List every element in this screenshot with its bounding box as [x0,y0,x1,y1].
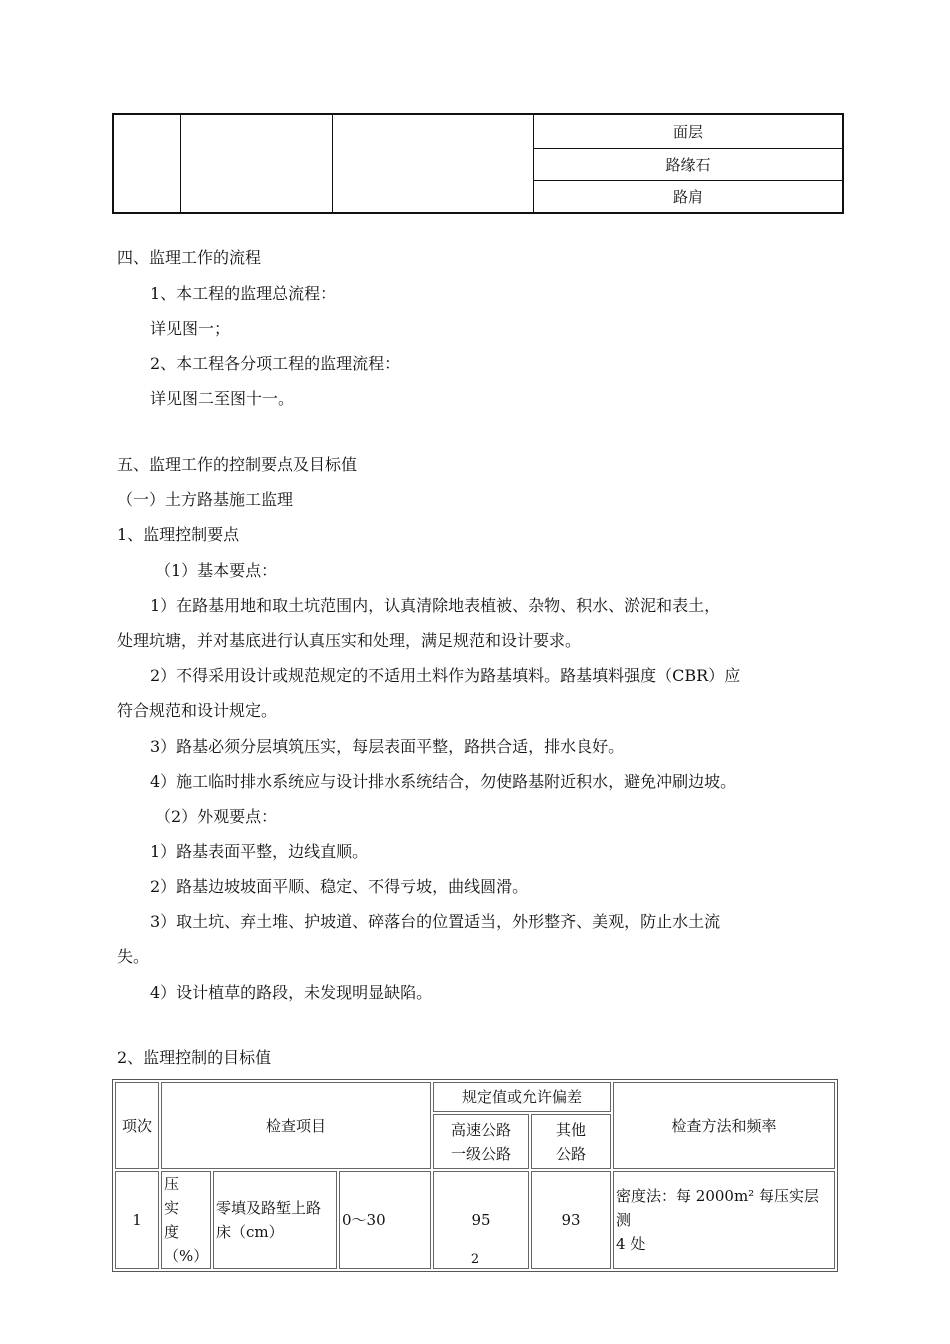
table-right-column [534,115,842,212]
header-method: 检查方法和频率 [613,1082,835,1169]
row-category-line1: 压 实 [164,1175,195,1217]
row-depth-range: 0～30 [339,1171,431,1269]
header-other-road [531,1114,611,1169]
header-highway [433,1114,529,1169]
header-other-line2: 公路 [556,1144,587,1163]
target-value-table [112,1079,838,1272]
paragraph: 2）路基边坡坡面平顺、稳定、不得亏坡，曲线圆滑。 [150,877,529,896]
table-divider [332,115,333,212]
paragraph: 详见图二至图十一。 [150,389,295,408]
paragraph-heading: 2、监理控制的目标值 [117,1048,272,1067]
paragraph: 1）路基表面平整，边线直顺。 [150,842,369,861]
paragraph: 1）在路基用地和取土坑范围内，认真清除地表植被、杂物、积水、淤泥和表土， [150,596,721,615]
section-heading-5: 五、监理工作的控制要点及目标值 [117,455,358,474]
header-index: 项次 [115,1082,159,1169]
row-index: 1 [115,1171,159,1269]
row-category-line2: 度（%） [164,1223,209,1265]
table-cell-shoulder: 路肩 [534,180,842,212]
header-highway-line1: 高速公路 [450,1120,511,1139]
paragraph: 失。 [117,947,150,966]
paragraph: 2）不得采用设计或规范规定的不适用土料作为路基填料。路基填料强度（CBR）应 [150,666,741,685]
paragraph: 处理坑塘，并对基底进行认真压实和处理，满足规范和设计要求。 [117,631,582,650]
subsection-heading: （一）土方路基施工监理 [117,490,294,509]
table-cell-curb: 路缘石 [534,148,842,180]
page-number: 2 [470,1252,480,1267]
paragraph: 4）设计植草的路段，未发现明显缺陷。 [150,983,433,1002]
paragraph: 2、本工程各分项工程的监理流程： [150,354,401,373]
header-spec-value: 规定值或允许偏差 [433,1082,611,1112]
paragraph-heading: 1、监理控制要点 [117,525,240,544]
row-method-line2: 4 处 [616,1235,646,1253]
row-other-value: 93 [531,1171,611,1269]
row-highway-value: 95 [433,1171,529,1269]
table-cell-surface-layer: 面层 [672,122,703,141]
header-highway-line2: 一级公路 [450,1144,511,1163]
paragraph: 符合规范和设计规定。 [117,701,278,720]
paragraph: 3）路基必须分层填筑压实，每层表面平整，路拱合适，排水良好。 [150,737,625,756]
section-heading-4: 四、监理工作的流程 [117,248,262,267]
header-check-item: 检查项目 [161,1082,431,1169]
paragraph: 4）施工临时排水系统应与设计排水系统结合，勿使路基附近积水，避免冲刷边坡。 [150,772,737,791]
paragraph: （1）基本要点： [155,561,278,580]
paragraph: 详见图一； [150,319,231,338]
row-method-line1: 密度法：每 2000m² 每压实层测 [616,1187,819,1229]
continued-table [112,113,844,214]
header-other-line1: 其他 [556,1120,587,1139]
paragraph: （2）外观要点： [155,807,278,826]
row-item-line1: 零填及路堑上路 [216,1199,322,1217]
paragraph: 3）取土坑、弃土堆、护坡道、碎落台的位置适当，外形整齐、美观，防止水土流 [150,912,721,931]
table-divider [180,115,181,212]
row-item-line2: 床（cm） [216,1223,284,1241]
paragraph: 1、本工程的监理总流程： [150,284,337,303]
